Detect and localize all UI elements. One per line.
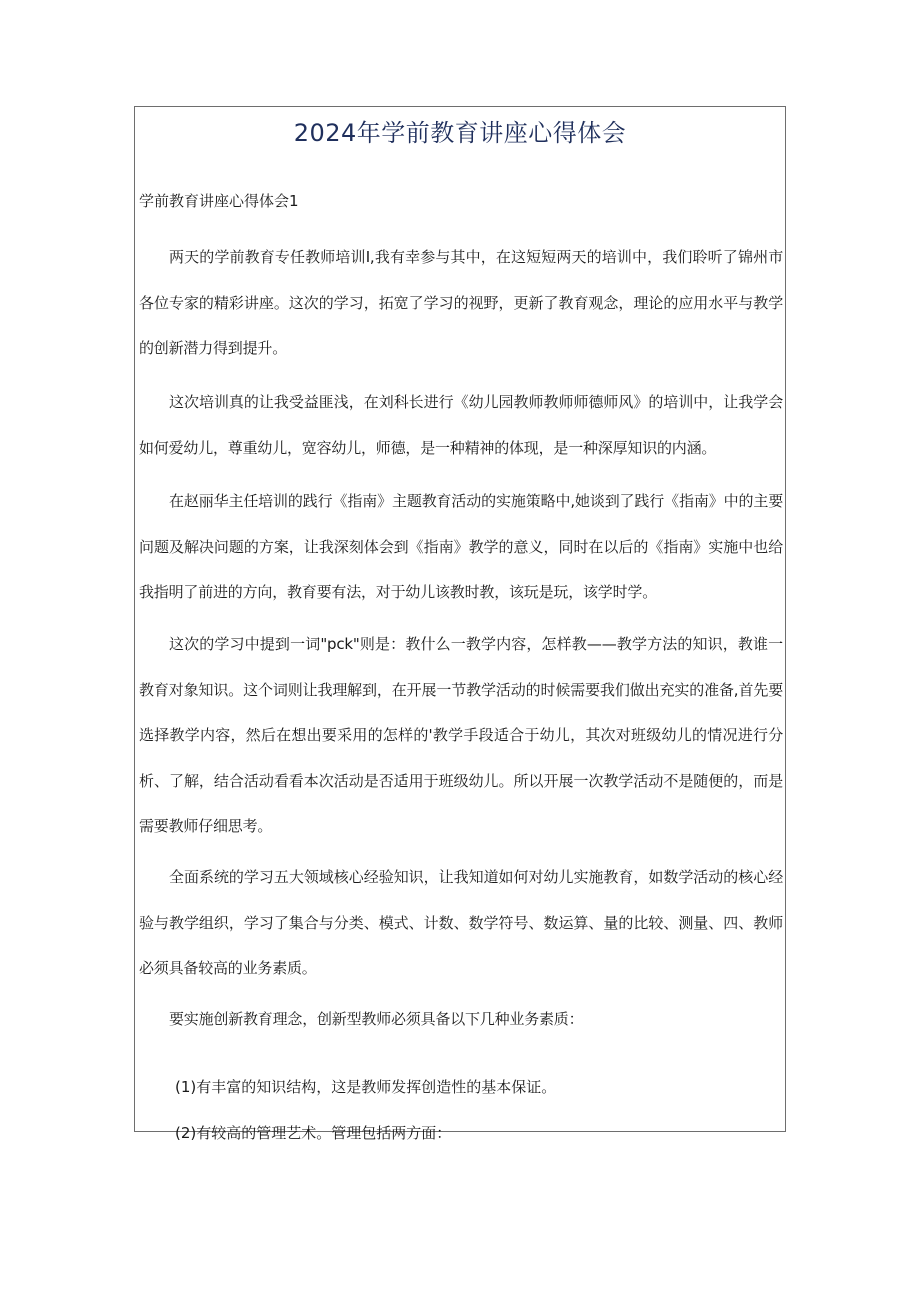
section-heading: 学前教育讲座心得体会1 bbox=[139, 192, 299, 210]
list-item-2: (2)有较高的管理艺术。管理包括两方面： bbox=[175, 1124, 452, 1142]
list-item-1: (1)有丰富的知识结构，这是教师发挥创造性的基本保证。 bbox=[175, 1078, 557, 1096]
paragraph-6: 要实施创新教育理念，创新型教师必须具备以下几种业务素质： bbox=[169, 1010, 584, 1028]
paragraph-2: 这次培训真的让我受益匪浅，在刘科长进行《幼儿园教师教师师德师风》的培训中，让我学会如何爱幼儿，尊重幼儿，宽容幼儿，师德，是一种精神的体现，是一种深厚知识的内涵。 bbox=[139, 393, 783, 457]
paragraph-4: 这次的学习中提到一词"pck"则是：教什么一教学内容，怎样教——教学方法的知识，教谁一教育对象知识。这个词则让我理解到，在开展一节教学活动的时候需要我们做出充实的准备,首先要选择教学内容，然后在想出要采用的怎样的'教学手段适合于幼儿，其次对班级幼儿的情况进行分析、了解，结合活动看看本次活动是否适用于班级幼儿。所以开展一次教学活动不是随便的，而是需要教师仔细思考。 bbox=[139, 635, 783, 835]
document-title: 2024年学前教育讲座心得体会 bbox=[293, 119, 627, 147]
paragraph-1: 两天的学前教育专任教师培训I,我有幸参与其中，在这短短两天的培训中，我们聆听了锦州市各位专家的精彩讲座。这次的学习，拓宽了学习的视野，更新了教育观念，理论的应用水平与教学的创新潜力得到提升。 bbox=[139, 248, 783, 357]
document-page bbox=[134, 106, 786, 1142]
paragraph-5: 全面系统的学习五大领域核心经验知识，让我知道如何对幼儿实施教育，如数学活动的核心经验与教学组织，学习了集合与分类、模式、计数、数学符号、数运算、量的比较、测量、四、教师必须具备较高的业务素质。 bbox=[139, 868, 783, 977]
paragraph-3: 在赵丽华主任培训的践行《指南》主题教育活动的实施策略中,她谈到了践行《指南》中的主要问题及解决问题的方案，让我深刻体会到《指南》教学的意义，同时在以后的《指南》实施中也给我指明了前进的方向，教育要有法，对于幼儿该教时教，该玩是玩，该学时学。 bbox=[139, 492, 783, 601]
